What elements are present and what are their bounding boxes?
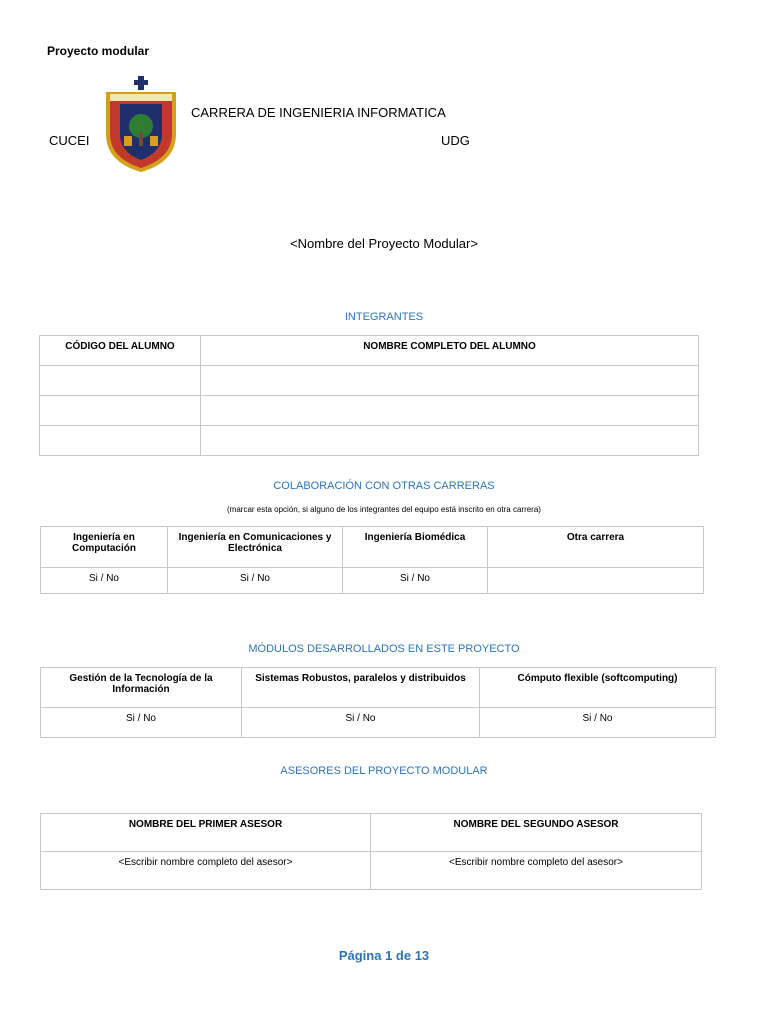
nombre-cell[interactable]: [201, 396, 699, 426]
table-row: [41, 852, 702, 890]
integrantes-table: [39, 335, 699, 456]
segundo-asesor-field[interactable]: <Escribir nombre completo del asesor>: [371, 852, 702, 890]
integrantes-title: INTEGRANTES: [344, 311, 424, 323]
column-header-nombre: NOMBRE COMPLETO DEL ALUMNO: [201, 336, 699, 366]
table-row: [40, 396, 699, 426]
si-no-option[interactable]: Si / No: [41, 708, 242, 738]
codigo-cell[interactable]: [40, 426, 201, 456]
column-header-codigo: CÓDIGO DEL ALUMNO: [40, 336, 201, 366]
nombre-cell[interactable]: [201, 366, 699, 396]
column-header-sistemas: Sistemas Robustos, paralelos y distribuidos: [242, 668, 480, 708]
otra-carrera-cell[interactable]: [488, 568, 704, 594]
nombre-cell[interactable]: [201, 426, 699, 456]
career-title: CARRERA DE INGENIERIA INFORMATICA: [191, 105, 446, 120]
modulos-table: [40, 667, 716, 738]
colaboracion-table: [40, 526, 704, 594]
column-header-computacion: Ingeniería en Computación: [41, 527, 168, 568]
codigo-cell[interactable]: [40, 366, 201, 396]
colaboracion-title: COLABORACIÓN CON OTRAS CARRERAS: [273, 480, 495, 492]
column-header-segundo-asesor: NOMBRE DEL SEGUNDO ASESOR: [371, 814, 702, 852]
primer-asesor-field[interactable]: <Escribir nombre completo del asesor>: [41, 852, 371, 890]
codigo-cell[interactable]: [40, 396, 201, 426]
column-header-primer-asesor: NOMBRE DEL PRIMER ASESOR: [41, 814, 371, 852]
colaboracion-note: (marcar esta opción, si alguno de los integrantes del equipo está inscrito en otra carrera): [227, 505, 541, 514]
table-row: [41, 568, 704, 594]
si-no-option[interactable]: Si / No: [343, 568, 488, 594]
column-header-gestion: Gestión de la Tecnología de la Información: [41, 668, 242, 708]
si-no-option[interactable]: Si / No: [41, 568, 168, 594]
si-no-option[interactable]: Si / No: [242, 708, 480, 738]
table-row: [40, 366, 699, 396]
column-header-biomedica: Ingeniería Biomédica: [343, 527, 488, 568]
column-header-computo-flexible: Cómputo flexible (softcomputing): [480, 668, 716, 708]
table-row: [41, 708, 716, 738]
asesores-title: ASESORES DEL PROYECTO MODULAR: [280, 765, 488, 777]
page-number: Página 1 de 13: [338, 948, 430, 963]
column-header-comunicaciones: Ingeniería en Comunicaciones y Electrónica: [168, 527, 343, 568]
project-name: <Nombre del Proyecto Modular>: [290, 236, 478, 251]
modulos-title: MÓDULOS DESARROLLADOS EN ESTE PROYECTO: [248, 643, 520, 655]
organization-label: UDG: [441, 133, 470, 148]
column-header-otra-carrera: Otra carrera: [488, 527, 704, 568]
table-row: [40, 426, 699, 456]
document-type-label: Proyecto modular: [47, 44, 150, 58]
si-no-option[interactable]: Si / No: [480, 708, 716, 738]
university-seal-logo: [100, 74, 182, 174]
si-no-option[interactable]: Si / No: [168, 568, 343, 594]
asesores-table: [40, 813, 702, 890]
campus-label: CUCEI: [49, 133, 90, 148]
